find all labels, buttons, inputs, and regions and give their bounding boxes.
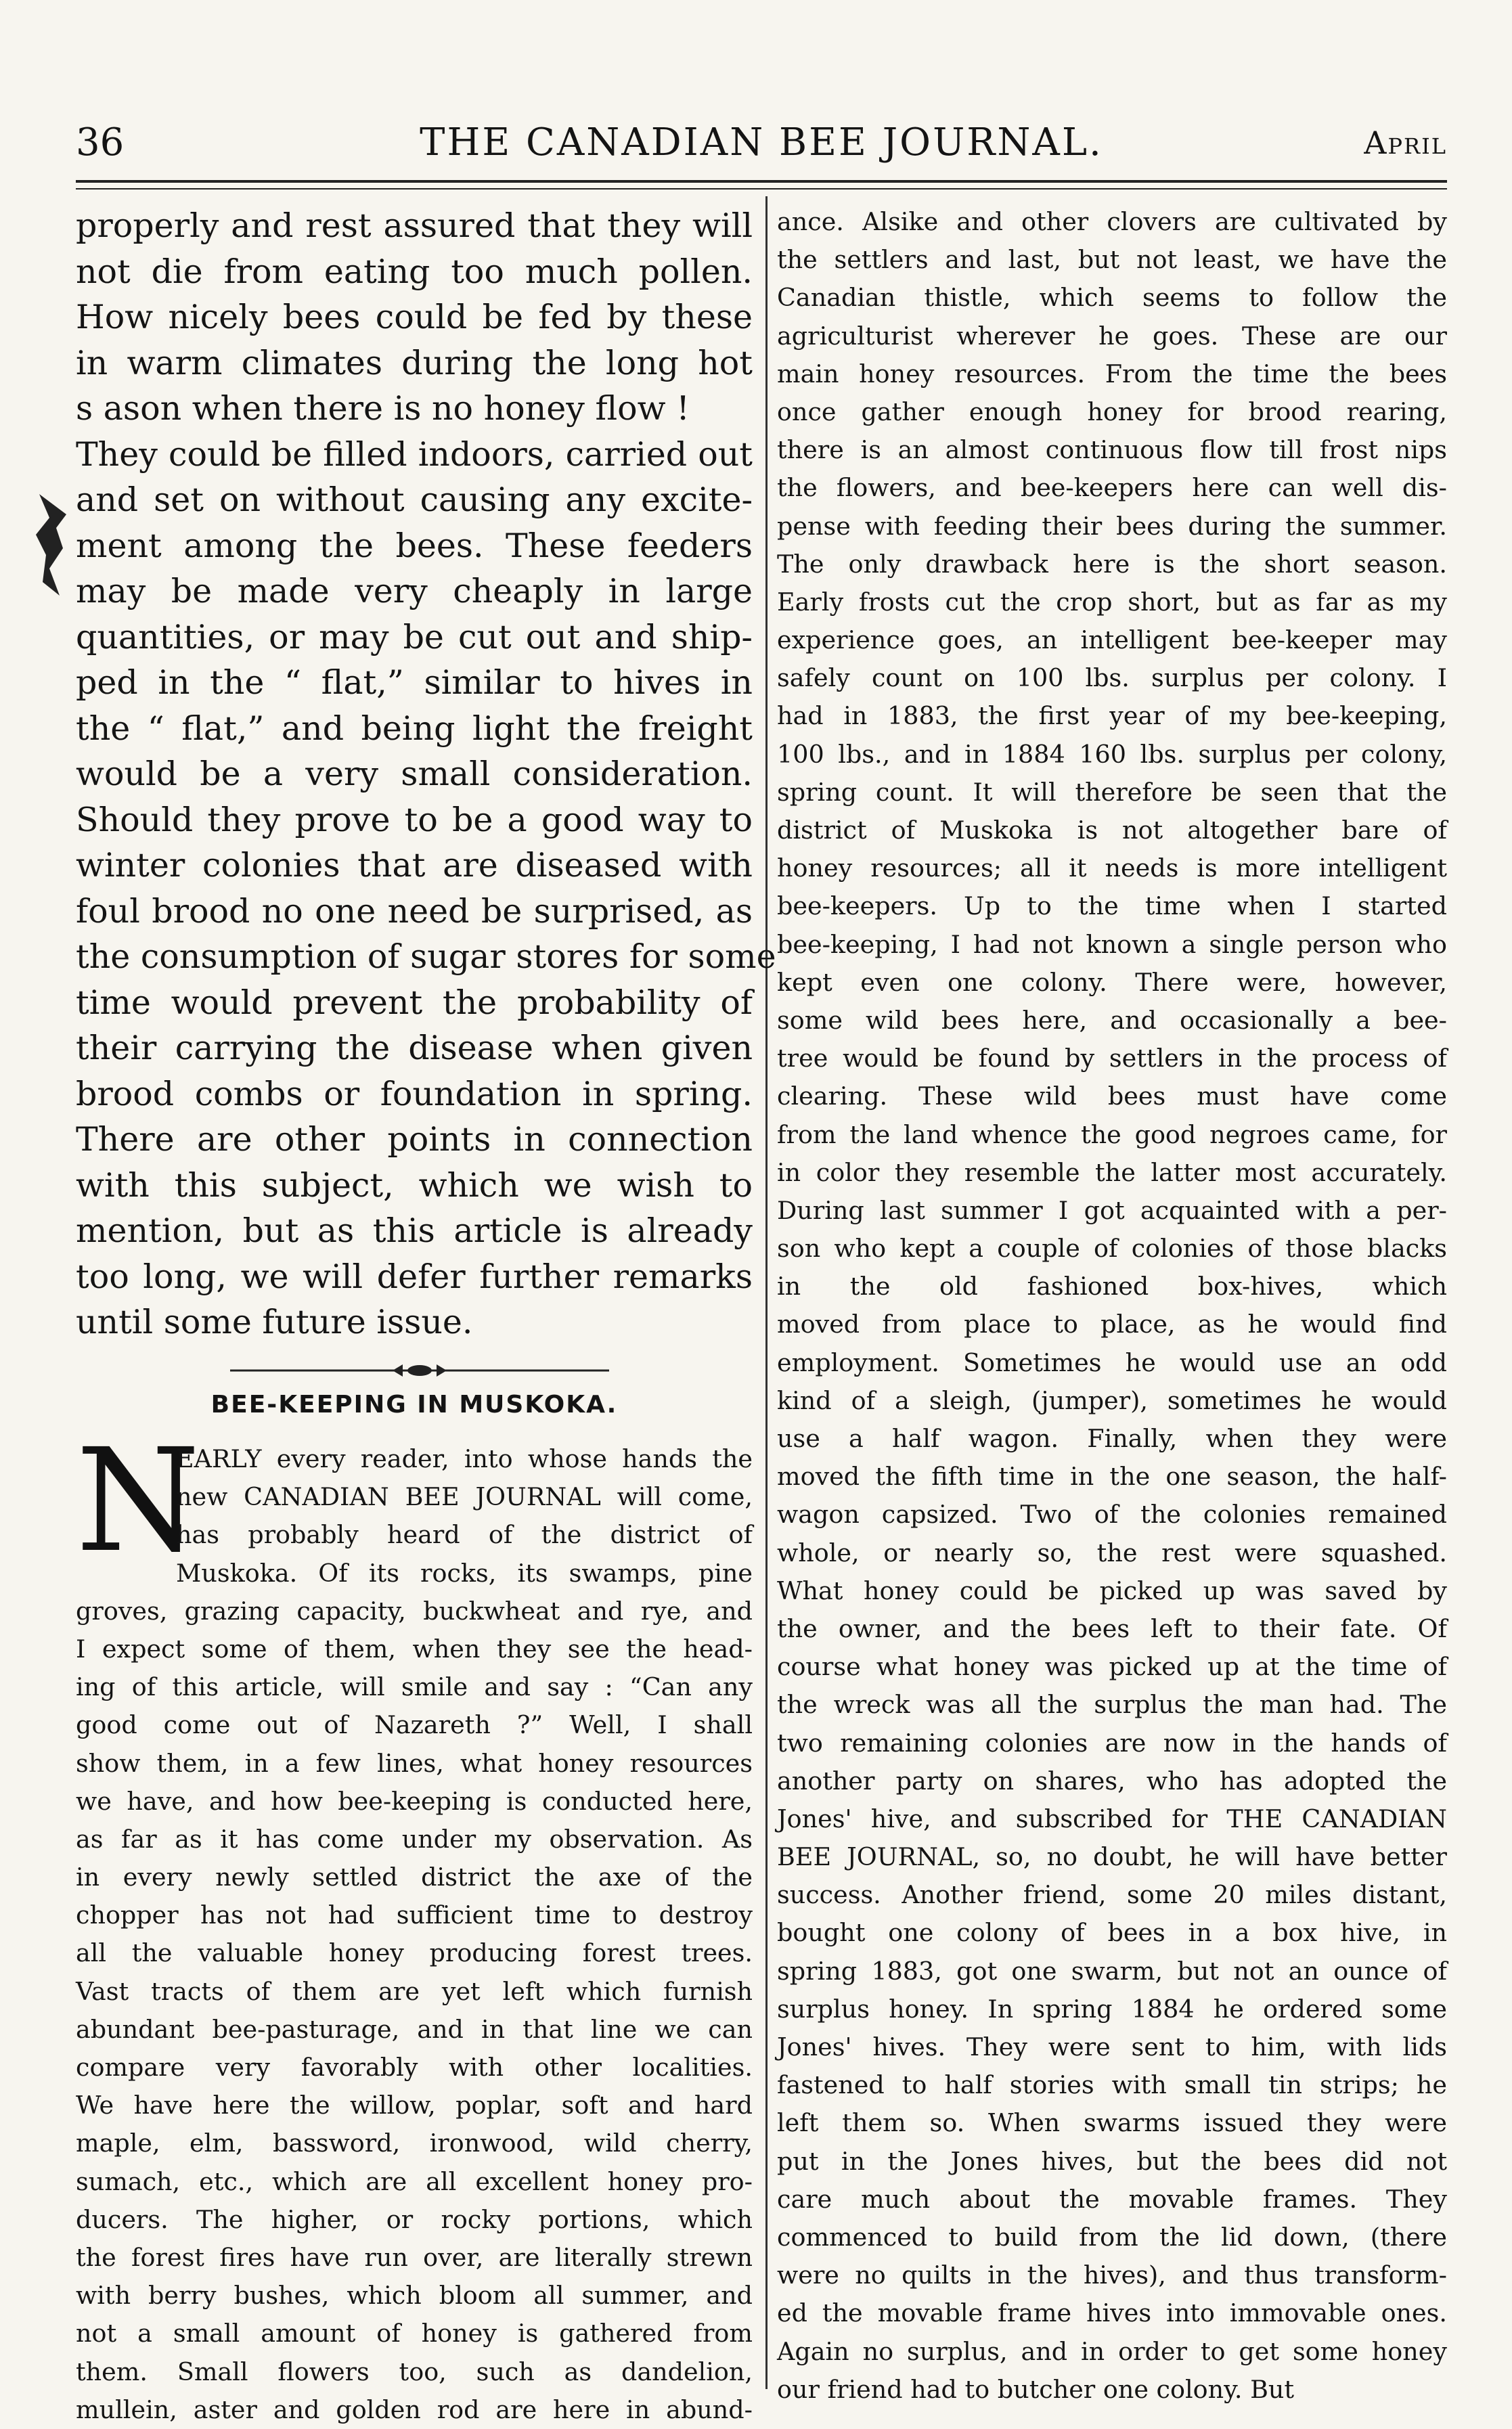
text-line: wagon capsized. Two of the colonies remained (777, 1500, 1447, 1530)
text-line: the forest fires have run over, are literally strewn (76, 2242, 753, 2272)
text-line: We have here the willow, poplar, soft and hard (76, 2091, 753, 2120)
text-line: some wild bees here, and occasionally a bee- (777, 1005, 1447, 1035)
text-line: as far as it has come under my observation. As (76, 1824, 753, 1854)
text-line: 100 lbs., and in 1884 160 lbs. surplus per colony, (777, 739, 1447, 769)
text-line: too long, we will defer further remarks (76, 1257, 753, 1296)
text-line: we have, and how bee-keeping is conducted here, (76, 1786, 753, 1816)
text-line: pense with feeding their bees during the summer. (777, 511, 1447, 541)
text-line: the wreck was all the surplus the man had. The (777, 1690, 1447, 1720)
text-line: care much about the movable frames. They (777, 2184, 1447, 2214)
text-line: until some future issue. (76, 1303, 473, 1341)
text-line: Canadian thistle, which seems to follow the (777, 283, 1447, 313)
text-line: agriculturist wherever he goes. These are our (777, 321, 1447, 351)
text-line: ducers. The higher, or rocky portions, which (76, 2204, 753, 2234)
text-line: clearing. These wild bees must have come (777, 1082, 1447, 1111)
text-line: maple, elm, bassword, ironwood, wild cherry, (76, 2129, 753, 2158)
text-line: their carrying the disease when given (76, 1029, 753, 1067)
text-line: had in 1883, the first year of my bee-keeping, (777, 701, 1447, 731)
text-line: success. Another friend, some 20 miles distant, (777, 1880, 1447, 1910)
text-line: put in the Jones hives, but the bees did not (777, 2146, 1447, 2176)
text-line: show them, in a few lines, what honey resources (76, 1748, 753, 1778)
page-header (76, 120, 1447, 175)
text-line: good come out of Nazareth ?” Well, I shall (76, 1710, 753, 1740)
text-line: There are other points in connection (76, 1120, 753, 1159)
text-line: tree would be found by settlers in the process of (777, 1044, 1447, 1073)
indented-lines (76, 1440, 753, 1592)
text-line: During last summer I got acquainted with a per- (777, 1195, 1447, 1225)
column-divider (765, 196, 768, 2389)
text-line: How nicely bees could be fed by these (76, 298, 753, 336)
text-line: not a small amount of honey is gathered from (76, 2319, 753, 2348)
text-line: in the old fashioned box-hives, which (777, 1272, 1447, 1301)
text-line: with berry bushes, which bloom all summer, and (76, 2281, 753, 2311)
text-line: experience goes, an intelligent bee-keeper may (777, 625, 1447, 655)
text-line: properly and rest assured that they will (76, 206, 753, 245)
text-line: moved the fifth time in the one season, the half- (777, 1462, 1447, 1492)
text-line: chopper has not had sufficient time to destroy (76, 1900, 753, 1930)
text-line: the owner, and the bees left to their fate. Of (777, 1613, 1447, 1643)
section-divider-ornament (230, 1360, 609, 1381)
header-rule-thin (76, 188, 1447, 190)
text-line: district of Muskoka is not altogether bare of (777, 816, 1447, 845)
text-line: bee-keeping, I had not known a single person who (777, 929, 1447, 959)
text-line: two remaining colonies are now in the hands of (777, 1728, 1447, 1758)
text-line: in color they resemble the latter most accurately. (777, 1157, 1447, 1187)
text-line: the settlers and last, but not least, we have the (777, 245, 1447, 275)
text-line: once gather enough honey for brood rearing, (777, 397, 1447, 426)
text-line: would be a very small consideration. (76, 755, 753, 793)
text-line: ance. Alsike and other clovers are cultivated by (777, 207, 1447, 236)
text-line: They could be filled indoors, carried out (76, 434, 753, 474)
text-line: use a half wagon. Finally, when they were (777, 1424, 1447, 1453)
text-line: in warm climates during the long hot (76, 343, 753, 382)
drop-cap-letter: N (76, 1418, 200, 1584)
text-line: honey resources; all it needs is more intelligent (777, 853, 1447, 883)
text-line: left them so. When swarms issued they were (777, 2108, 1447, 2138)
text-line: safely count on 100 lbs. surplus per colony. I (777, 663, 1447, 693)
text-line: ing of this article, will smile and say : “Can any (76, 1672, 753, 1702)
text-line: The only drawback here is the short season. (777, 549, 1447, 579)
text-line: BEE JOURNAL, so, no doubt, he will have better (777, 1842, 1447, 1872)
full-width-lines (76, 1592, 753, 2429)
text-line: new CANADIAN BEE JOURNAL will come, (176, 1482, 753, 1512)
text-line: employment. Sometimes he would use an odd (777, 1347, 1447, 1377)
text-line: has probably heard of the district of (176, 1520, 753, 1550)
text-line: spring count. It will therefore be seen that the (777, 777, 1447, 807)
text-line: with this subject, which we wish to (76, 1165, 753, 1205)
article-body-left (76, 1440, 753, 2429)
text-line: What honey could be picked up was saved by (777, 1576, 1447, 1605)
text-line: Vast tracts of them are yet left which furnish (76, 1976, 753, 2006)
text-line: mention, but as this article is already (76, 1211, 753, 1250)
text-line: not die from eating too much pollen. (76, 252, 753, 291)
ink-blot-mark (32, 487, 73, 602)
text-line: winter colonies that are diseased with (76, 846, 753, 885)
header-rule-thick (76, 180, 1447, 183)
text-line: compare very favorably with other localities. (76, 2053, 753, 2082)
text-line: the “ flat,” and being light the freight (76, 709, 753, 748)
text-line: groves, grazing capacity, buckwheat and rye, and (76, 1596, 753, 1626)
text-line: from the land whence the good negroes came, for (777, 1119, 1447, 1149)
text-line: moved from place to place, as he would find (777, 1310, 1447, 1339)
text-line: ment among the bees. These feeders (76, 526, 753, 565)
text-line: son who kept a couple of colonies of those blacks (777, 1234, 1447, 1264)
text-line: brood combs or foundation in spring. (76, 1074, 753, 1113)
text-line: the consumption of sugar stores for some (76, 937, 776, 976)
text-line: surplus honey. In spring 1884 he ordered some (777, 1994, 1447, 2024)
text-line: ped in the “ flat,” similar to hives in (76, 663, 753, 702)
text-line: our friend had to butcher one colony. But (777, 2374, 1295, 2404)
text-line: may be made very cheaply in large (76, 572, 753, 610)
text-line: the flowers, and bee-keepers here can well dis- (777, 473, 1447, 503)
issue-month: April (1364, 125, 1447, 161)
text-line: bought one colony of bees in a box hive, in (777, 1918, 1447, 1948)
text-line: spring 1883, got one swarm, but not an ounce of (777, 1956, 1447, 1986)
text-line: Jones' hives. They were sent to him, with lids (777, 2032, 1447, 2062)
journal-title: THE CANADIAN BEE JOURNAL. (420, 120, 1103, 164)
text-line: course what honey was picked up at the time of (777, 1652, 1447, 1682)
text-line: all the valuable honey producing forest trees. (76, 1938, 753, 1968)
text-line: Muskoka. Of its rocks, its swamps, pine (176, 1558, 753, 1588)
text-line: and set on without causing any excite- (76, 481, 753, 519)
text-line: Early frosts cut the crop short, but as far as my (777, 587, 1447, 617)
article-heading: BEE-KEEPING IN MUSKOKA. (210, 1391, 618, 1419)
text-line: sumach, etc., which are all excellent honey pro- (76, 2166, 753, 2196)
text-line: them. Small flowers too, such as dandelion, (76, 2357, 753, 2386)
text-line: kept even one colony. There were, however, (777, 967, 1447, 997)
text-line: bee-keepers. Up to the time when I started (777, 891, 1447, 921)
text-line: I expect some of them, when they see the head- (76, 1634, 753, 1664)
text-line: main honey resources. From the time the bees (777, 359, 1447, 388)
text-line: whole, or nearly so, the rest were squashed. (777, 1538, 1447, 1567)
text-line: quantities, or may be cut out and ship- (76, 617, 753, 656)
text-line: Again no surplus, and in order to get some honey (777, 2336, 1447, 2366)
text-line: another party on shares, who has adopted the (777, 1766, 1447, 1796)
text-line: fastened to half stories with small tin strips; he (777, 2070, 1447, 2100)
text-line: mullein, aster and golden rod are here in abund- (76, 2394, 753, 2424)
text-line: ed the movable frame hives into immovable ones. (777, 2298, 1447, 2328)
left-column-top (76, 203, 776, 1345)
text-line: EARLY every reader, into whose hands the (176, 1444, 753, 1473)
text-line: s ason when there is no honey flow ! (76, 389, 690, 428)
text-line: in every newly settled district the axe of the (76, 1863, 753, 1892)
text-line: abundant bee-pasturage, and in that line we can (76, 2014, 753, 2044)
text-line: time would prevent the probability of (76, 983, 753, 1022)
text-line: kind of a sleigh, (jumper), sometimes he would (777, 1385, 1447, 1415)
page-number: 36 (76, 120, 125, 164)
text-line: commenced to build from the lid down, (there (777, 2222, 1447, 2252)
text-line: were no quilts in the hives), and thus transform- (777, 2260, 1447, 2290)
text-line: foul brood no one need be surprised, as (76, 891, 753, 931)
text-line: there is an almost continuous flow till frost nips (777, 435, 1447, 465)
text-line: Jones' hive, and subscribed for THE CANADIAN (777, 1804, 1447, 1833)
right-column (777, 203, 1447, 2409)
text-line: Should they prove to be a good way to (76, 800, 753, 839)
